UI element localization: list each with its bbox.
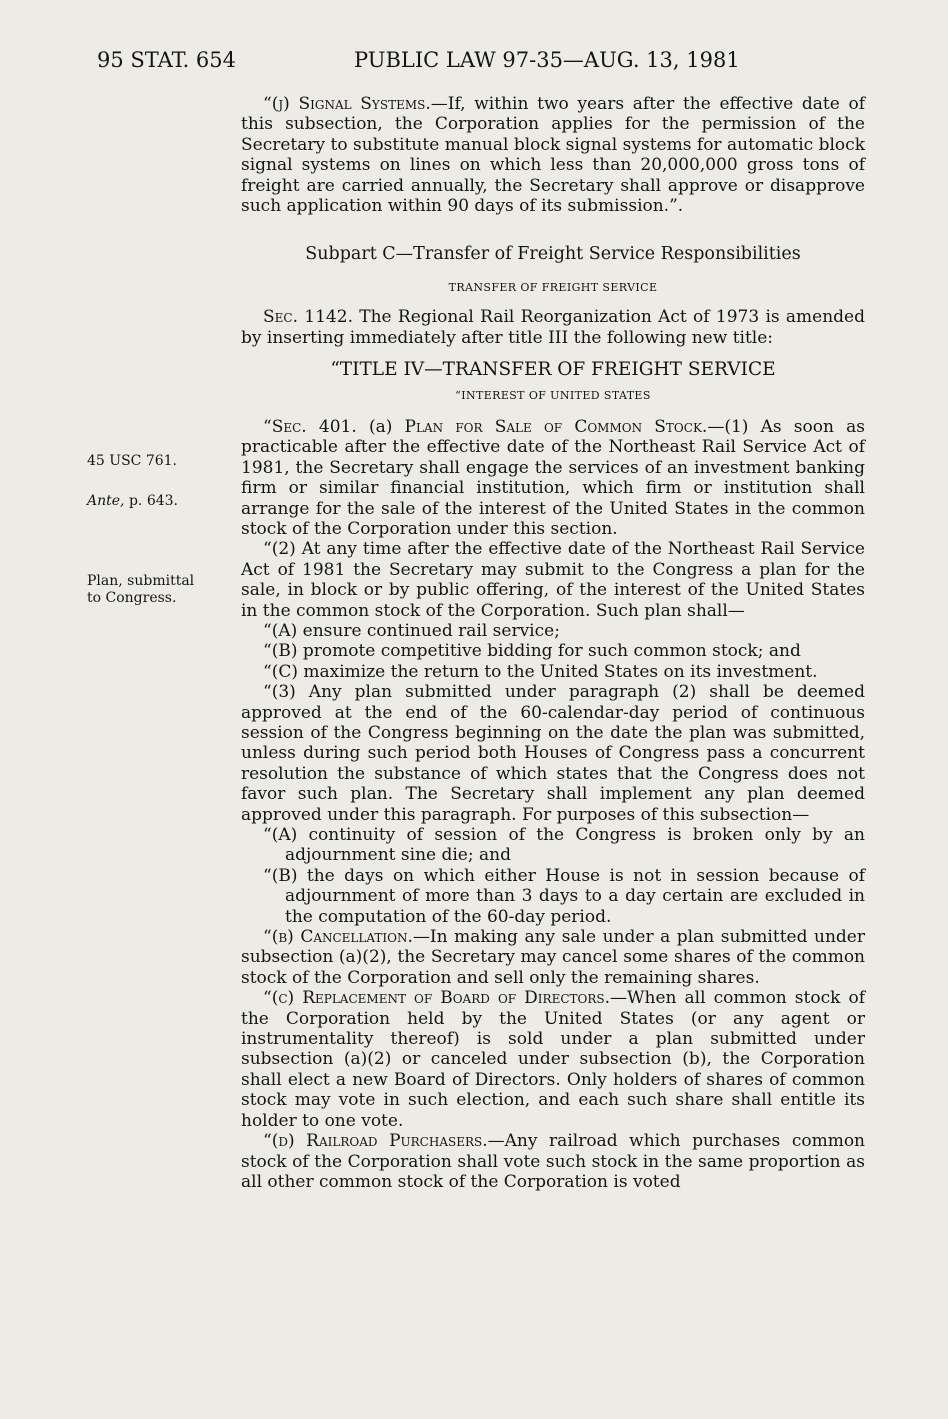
railroad-purchasers-paragraph xyxy=(241,1131,865,1192)
margin-note-plan-line1: Plan, submittal xyxy=(87,573,195,589)
paragraph-2: “(2) At any time after the effective date of the Northeast Rail Service Act of 1981 the Secretary may submit to the Congress a plan for the sale, in block or by public offering, of the interest of the United States in the common stock of the Corporation. Such plan shall— xyxy=(241,539,865,621)
margin-note-ante-italic: Ante, xyxy=(87,493,125,509)
subpart-heading: Subpart C—Transfer of Freight Service Responsibilities xyxy=(305,244,801,265)
section-401-heading: Plan for Sale of Common Stock. xyxy=(404,416,708,437)
paragraph-2-c: “(C) maximize the return to the United States on its investment. xyxy=(263,661,818,682)
section-401-label: “Sec. xyxy=(263,416,307,437)
paragraph-3-b: “(B) the days on which either House is not in session because of adjournment of more than 3 days to a day certain are excluded in the computation of the 60-day period. xyxy=(263,865,865,927)
running-header: PUBLIC LAW 97-35—AUG. 13, 1981 xyxy=(354,48,740,72)
cancellation-heading: “(b) Cancellation. xyxy=(263,927,413,948)
section-catchline: TRANSFER OF FREIGHT SERVICE xyxy=(448,280,658,294)
section-401-paragraph xyxy=(241,417,865,539)
title-iv-heading: “TITLE IV—TRANSFER OF FREIGHT SERVICE xyxy=(330,359,776,381)
railroad-purchasers-heading: “(d) Railroad Purchasers. xyxy=(263,1131,488,1152)
cancellation-text: —In making any sale under a plan submitted under subsection (a)(2), the Secretary may cancel some shares of the common stock of the Corporation and sell only the remaining shares. xyxy=(241,927,865,988)
section-401-text: —(1) As soon as practicable after the effective date of the Northeast Rail Service Act of 1981, the Secretary shall engage the services of an investment banking firm or similar financial institution, which firm or institution shall arrange for the sale of the interest of the United States in the common stock of the Corporation under this section. xyxy=(241,416,866,539)
paragraph-3: “(3) Any plan submitted under paragraph (2) shall be deemed approved at the end of the 60-calendar-day period of continuous session of the Congress beginning on the date the plan was submitted, unless during such period both Houses of Congress pass a concurrent resolution the substance of which states that the Congress does not favor such plan. The Secretary shall implement any plan deemed approved under this paragraph. For purposes of this subsection— xyxy=(241,682,865,825)
signal-systems-heading: “(j) Signal Systems. xyxy=(263,94,431,114)
railroad-purchasers-text: —Any railroad which purchases common stock of the Corporation shall vote such stock in the same proportion as all other common stock of the Corporation is voted xyxy=(241,1131,865,1192)
board-replacement-paragraph xyxy=(241,988,865,1131)
interest-heading: “INTEREST OF UNITED STATES xyxy=(455,389,651,403)
body-text xyxy=(241,94,865,1192)
margin-note-ante-page: p. 643. xyxy=(124,493,178,509)
signal-systems-text: —If, within two years after the effective date of this subsection, the Corporation applies for the permission of the Secretary to substitute manual block signal systems for automatic block signal systems on lines on which less than 20,000,000 gross tons of freight are carried annually, the Secretary shall approve or disapprove such application within 90 days of its submission.”. xyxy=(241,94,865,217)
board-replacement-heading: “(c) Replacement of Board of Directors. xyxy=(263,988,611,1009)
board-replacement-text: —When all common stock of the Corporation held by the United States (or any agent or instrumentality thereof) is sold under a plan submitted under subsection (a)(2) or canceled under subsection (b), the Corporation shall elect a new Board of Directors. Only holders of shares of common stock may vote in such election, and each such share shall entitle its holder to one vote. xyxy=(241,988,866,1131)
paragraph-2-a: “(A) ensure continued rail service; xyxy=(263,620,560,641)
stat-page-number: 95 STAT. 654 xyxy=(97,48,237,72)
section-1142-text: 1142. The Regional Rail Reorganization Act of 1973 is amended by inserting immediately after title III the following new title: xyxy=(241,307,865,348)
margin-note-usc: 45 USC 761. xyxy=(87,453,177,469)
section-label: Sec. xyxy=(263,307,298,328)
paragraph-2-b: “(B) promote competitive bidding for such common stock; and xyxy=(263,641,801,662)
margin-note-plan-line2: to Congress. xyxy=(87,590,177,606)
margin-note-plan-submittal xyxy=(87,573,227,607)
section-401-number: 401. (a) xyxy=(306,416,405,437)
cancellation-paragraph xyxy=(241,927,865,988)
paragraph-3-a: “(A) continuity of session of the Congress is broken only by an adjournment sine die; and xyxy=(263,825,865,866)
section-1142-paragraph xyxy=(241,307,865,348)
signal-systems-paragraph xyxy=(241,94,865,216)
margin-note-ante xyxy=(87,493,227,510)
